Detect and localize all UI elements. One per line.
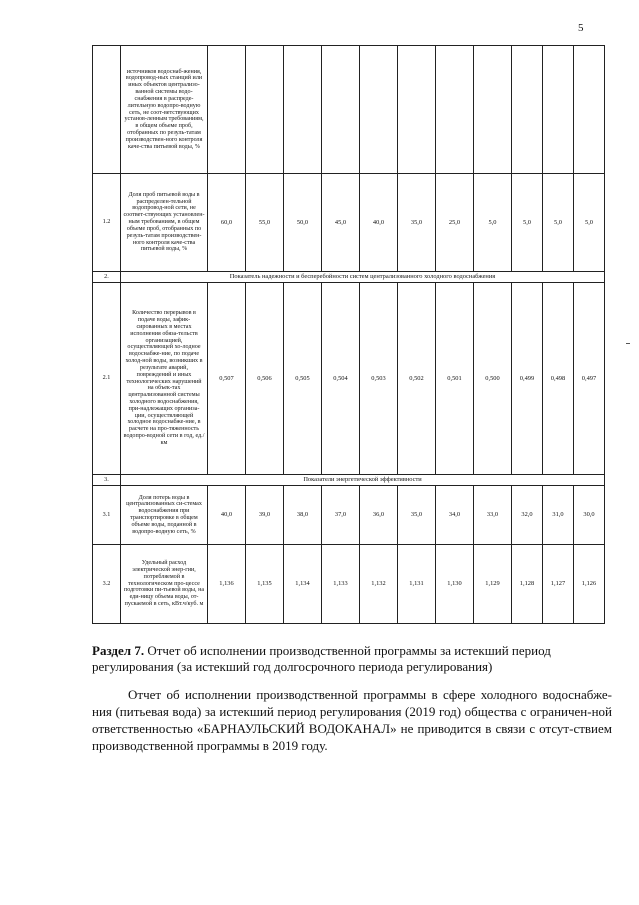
indicator-value: 1,134 bbox=[284, 545, 322, 624]
table-row bbox=[93, 283, 605, 475]
indicator-name: Удельный расход электрической энер-гии, потребляемой в технологическом про-цессе подготовки пи-тьевой воды, на еди-ницу объема воды, от-пускаемой в сеть, кВт.ч/куб. м bbox=[121, 545, 208, 624]
indicator-value: 0,504 bbox=[322, 283, 360, 475]
page-number: 5 bbox=[578, 22, 584, 34]
indicator-value: 5,0 bbox=[474, 174, 512, 272]
indicator-value: 0,502 bbox=[398, 283, 436, 475]
indicator-name: Доля потерь воды в централизованных си-стемах водоснабжения при транспортировке в общем объеме воды, поданной в водопро-водную сеть, % bbox=[121, 486, 208, 545]
indicator-value: 0,501 bbox=[436, 283, 474, 475]
indicator-value: 0,500 bbox=[474, 283, 512, 475]
indicator-value: 31,0 bbox=[543, 486, 574, 545]
row-number: 3.1 bbox=[93, 486, 121, 545]
indicator-value: 39,0 bbox=[246, 486, 284, 545]
indicator-value: 38,0 bbox=[284, 486, 322, 545]
table-row bbox=[93, 545, 605, 624]
section-7-title: Отчет об исполнении производственной программы за истекший период регулирования (за истекший год долгосрочного периода регулирования) bbox=[92, 643, 551, 674]
indicator-value: 40,0 bbox=[360, 174, 398, 272]
indicator-value: 0,503 bbox=[360, 283, 398, 475]
row-number: 3.2 bbox=[93, 545, 121, 624]
row-number: 2.1 bbox=[93, 283, 121, 475]
indicator-value: 60,0 bbox=[208, 174, 246, 272]
indicator-value: 55,0 bbox=[246, 174, 284, 272]
row-number bbox=[93, 46, 121, 174]
indicator-value: 50,0 bbox=[284, 174, 322, 272]
indicator-value bbox=[574, 46, 605, 174]
indicator-value: 1,127 bbox=[543, 545, 574, 624]
margin-mark bbox=[626, 343, 630, 344]
table-row bbox=[93, 46, 605, 174]
indicator-value: 35,0 bbox=[398, 486, 436, 545]
indicator-value bbox=[398, 46, 436, 174]
indicator-value bbox=[322, 46, 360, 174]
indicator-value: 5,0 bbox=[543, 174, 574, 272]
indicator-value: 0,497 bbox=[574, 283, 605, 475]
section-7-label: Раздел 7. bbox=[92, 643, 145, 658]
section-title: Показатели энергетической эффективности bbox=[121, 475, 605, 486]
indicator-value bbox=[360, 46, 398, 174]
indicator-value bbox=[246, 46, 284, 174]
indicator-name: Количество перерывов в подаче воды, зафик-сированных в местах исполнения обяза-тельств организацией, осуществляющей хо-лодное водоснабже-ние, по подаче холод-ной воды, возникших в результате аварий, повреждений и иных технологических нарушений на объек-тах централизованной системы холодного водоснабжения, при-надлежащих организа-ции, осуществляющей холодное водоснабже-ние, в расчете на про-тяженность водопро-водной сети в год, ед./км bbox=[121, 283, 208, 475]
indicators-table bbox=[92, 45, 605, 624]
indicator-value bbox=[436, 46, 474, 174]
indicator-value: 45,0 bbox=[322, 174, 360, 272]
indicator-value: 1,129 bbox=[474, 545, 512, 624]
indicator-value: 1,130 bbox=[436, 545, 474, 624]
indicator-value: 36,0 bbox=[360, 486, 398, 545]
indicator-value bbox=[284, 46, 322, 174]
indicator-value: 0,498 bbox=[543, 283, 574, 475]
indicator-value: 5,0 bbox=[574, 174, 605, 272]
indicator-value: 32,0 bbox=[512, 486, 543, 545]
section-7-heading bbox=[92, 643, 612, 675]
section-7-paragraph: Отчет об исполнении производственной программы в сфере холодного водоснабже-ния (питьевая вода) за истекший период регулирования (2019 год) общества с ограничен-ной ответственностью «БАРНАУЛЬСКИЙ ВОДОКАНАЛ» не приводится в связи с отсут-ствием производственной программы в 2019 году. bbox=[92, 687, 612, 753]
indicator-name: Доля проб питьевой воды в распределен-тельной водопровод-ной сети, не соответ-ствующих установлен-ным требованиям, в общем объеме проб, отобранных по резуль-татам производствен-ного контроля каче-ства питьевой воды, % bbox=[121, 174, 208, 272]
indicator-value bbox=[474, 46, 512, 174]
indicator-value: 1,132 bbox=[360, 545, 398, 624]
indicator-value: 0,505 bbox=[284, 283, 322, 475]
indicator-value: 5,0 bbox=[512, 174, 543, 272]
indicator-value: 33,0 bbox=[474, 486, 512, 545]
indicator-value bbox=[512, 46, 543, 174]
indicator-value: 34,0 bbox=[436, 486, 474, 545]
indicator-value: 0,506 bbox=[246, 283, 284, 475]
table-row bbox=[93, 174, 605, 272]
indicator-value: 30,0 bbox=[574, 486, 605, 545]
indicator-value: 1,136 bbox=[208, 545, 246, 624]
indicator-value: 1,126 bbox=[574, 545, 605, 624]
indicator-value: 1,131 bbox=[398, 545, 436, 624]
indicator-value: 0,507 bbox=[208, 283, 246, 475]
row-number: 3. bbox=[93, 475, 121, 486]
indicator-value bbox=[543, 46, 574, 174]
row-number: 1.2 bbox=[93, 174, 121, 272]
indicator-value: 40,0 bbox=[208, 486, 246, 545]
indicator-value: 1,128 bbox=[512, 545, 543, 624]
indicator-value: 25,0 bbox=[436, 174, 474, 272]
indicator-name: источников водоснаб-жения, водопровод-ных станций или иных объектов централизо-ванной системы водо-снабжения в распреде-лительную водопро-водную сеть, не соот-ветствующих установ-ленным требованиям, в общем объеме проб, отобранных по резуль-татам производствен-ного контроля каче-ства питьевой воды, % bbox=[121, 46, 208, 174]
indicator-value: 35,0 bbox=[398, 174, 436, 272]
indicator-value: 1,135 bbox=[246, 545, 284, 624]
table-row bbox=[93, 486, 605, 545]
table-section-row bbox=[93, 272, 605, 283]
indicator-value: 0,499 bbox=[512, 283, 543, 475]
table-section-row bbox=[93, 475, 605, 486]
row-number: 2. bbox=[93, 272, 121, 283]
indicator-value bbox=[208, 46, 246, 174]
indicator-value: 37,0 bbox=[322, 486, 360, 545]
indicator-value: 1,133 bbox=[322, 545, 360, 624]
section-title: Показатель надежности и бесперебойности систем централизованного холодного водоснабжения bbox=[121, 272, 605, 283]
